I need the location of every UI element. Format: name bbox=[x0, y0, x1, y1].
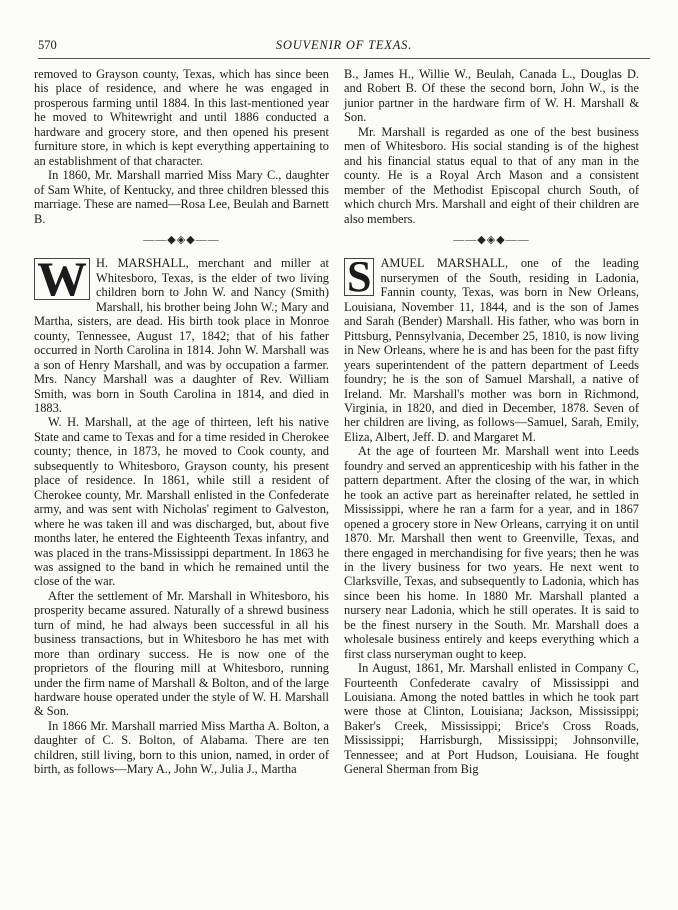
section-divider-ornament: ——◆◈◆—— bbox=[143, 233, 220, 246]
paragraph: In 1860, Mr. Marshall married Miss Mary C., daughter of Sam White, of Kentucky, and three children blessed this marriage. These are named—Rosa Lee, Beulah and Barnett B. bbox=[34, 168, 329, 226]
drop-cap: W bbox=[34, 258, 90, 300]
page-number: 570 bbox=[38, 38, 57, 52]
paragraph: In 1866 Mr. Marshall married Miss Martha A. Bolton, a daughter of C. S. Bolton, of Alabama. There are ten children, still living, born to this union, named, in order of birth, as follows—Mary A., John W., Julia J., Martha bbox=[34, 718, 329, 777]
paragraph: W. H. Marshall, at the age of thirteen, left his native State and came to Texas and for a time resided in Cherokee county; thence, in 1873, he moved to Cook county, and subsequently to Whitesboro, Grayson county, his present place of residence. In 1861, while still a resident of Cherokee county, Mr. Marshall enlisted in the Confederate army, and was sent with Nicholas' regiment to Galveston, where he was taken ill and was discharged, but, about five months later, he entered the Eighteenth Texas infantry, and was placed in the trans-Mississippi department. In 1863 he was assigned to the band in which he remained until the close of the war. bbox=[34, 415, 329, 589]
right-column bbox=[344, 67, 639, 777]
biography-opening-paragraph bbox=[344, 252, 639, 444]
running-title: SOUVENIR OF TEXAS. bbox=[275, 38, 413, 52]
left-column bbox=[34, 67, 329, 777]
paragraph-text: H. MARSHALL, merchant and miller at Whitesboro, Texas, is the elder of two living children born to John W. and Nancy (Smith) Marshall, his brother being John W.; Mary and Martha, sisters, are dead. His birth took place in Monroe county, Tennessee, August 17, 1842; that of his father occurred in North Carolina in 1814. John W. Marshall was a son of Henry Marshall, and was by occupation a farmer. Mrs. Nancy Marshall was a daughter of Rev. William Smith, was born in South Carolina in 1814, and died in 1883. bbox=[34, 256, 329, 415]
paragraph: In August, 1861, Mr. Marshall enlisted in Company C, Fourteenth Confederate cavalry of Mississippi and Louisiana. Among the noted battles in which he took part were those at Clinton, Louisiana; Jackson, Mississippi; Baker's Creek, Mississippi; Brice's Cross Roads, Mississippi; Harrisburgh, Mississippi; Johnsonville, Tennessee; and at Port Hudson, Louisiana. He fought General Sherman from Big bbox=[344, 661, 639, 777]
page-header bbox=[38, 36, 650, 59]
paragraph: removed to Grayson county, Texas, which has since been his place of residence, and where he was engaged in prosperous farming until 1884. In this last-mentioned year he moved to Whitewright and until 1886 conducted a hardware and grocery store, and then opened his present furniture store, in which is kept everything appertaining to an establishment of that character. bbox=[34, 67, 329, 168]
paragraph: Mr. Marshall is regarded as one of the best business men of Whitesboro. His social standing is of the highest and his financial status equal to that of any man in the county. He is a Royal Arch Mason and a consistent member of the Methodist Episcopal church South, of which church Mrs. Marshall and eight of their children are also members. bbox=[344, 124, 639, 226]
paragraph: After the settlement of Mr. Marshall in Whitesboro, his prosperity became assured. Naturally of a shrewd business turn of mind, he had always been successful in all his business transactions, but in Whitesboro he has met with more than ordinary success. He is now one of the proprietors of the flouring mill at Whitesboro, running under the firm name of Marshall & Bolton, and of the large hardware house operated under the style of W. H. Marshall & Son. bbox=[34, 588, 329, 719]
paragraph: B., James H., Willie W., Beulah, Canada L., Douglas D. and Robert B. Of these the second born, John W., is the junior partner in the hardware firm of W. H. Marshall & Son. bbox=[344, 67, 639, 125]
paragraph: At the age of fourteen Mr. Marshall went into Leeds foundry and served an apprenticeship with his father in the pattern department. After the closing of the war, in which he took an active part as hereinafter related, he settled in Mississippi, where he ran a farm for a year, and in 1867 opened a grocery store in New Orleans, carrying it on until 1870. Mr. Marshall then went to Greenville, Texas, and there engaged in merchandising for five years; then he was in the livery business for two years. He next went to Clarksville, Texas, and subsequently to Ladonia, which has since been his home. In 1880 Mr. Marshall planted a nursery near Ladonia, which he still operates. It is said to be the finest nursery in the South. Mr. Marshall does a wholesale business entirely and keeps everything which a first class nurseryman ought to keep. bbox=[344, 444, 639, 661]
biography-opening-paragraph bbox=[34, 251, 329, 415]
section-divider-ornament: ——◆◈◆—— bbox=[453, 233, 530, 246]
paragraph-text: AMUEL MARSHALL, one of the leading nurserymen of the South, residing in Ladonia, Fannin county, Texas, was born in New Orleans, Louisiana, November 11, 1844, and is the son of James and Sarah (Bender) Marshall. His father, who was born in Pittsburg, Pennsylvania, December 25, 1810, is now living in New Orleans, where he is and has been for the past fifty years superintendent of the pattern department of Leeds foundry; he is the son of Samuel Marshall, a native of Ireland. Mr. Marshall's mother was born in Richmond, Virginia, in 1820, and died in December, 1878. Seven of her children are living, as follows—Samuel, Sarah, Emily, Eliza, Albert, Jeff. D. and Margaret M. bbox=[344, 256, 639, 444]
drop-cap: S bbox=[344, 258, 374, 296]
